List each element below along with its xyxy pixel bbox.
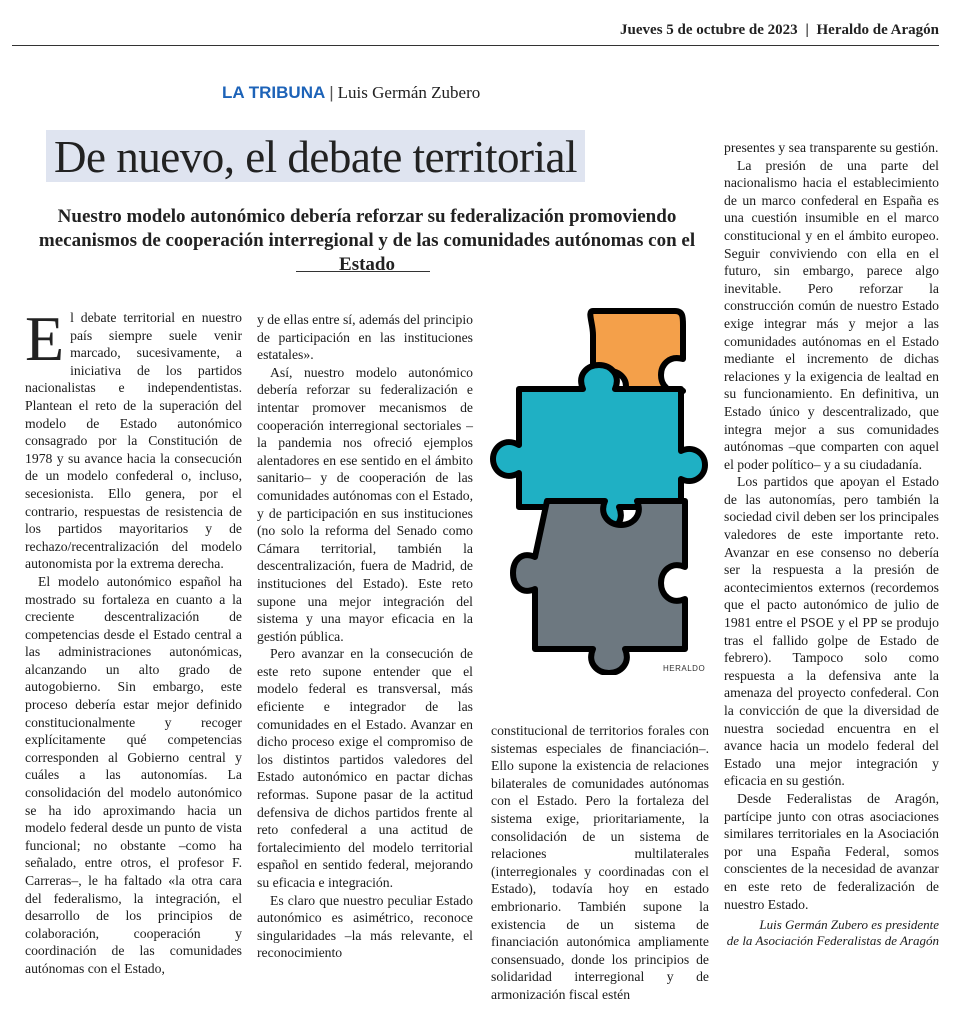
image-credit: HERALDO	[663, 664, 706, 673]
paragraph: La presión de una parte del nacionalismo hacia el establecimiento de un marco confederal en España es una cuestión insumible en el marco constitucional y en el ámbito europeo. Seguir conviviendo con ella en el futuro, sin embargo, parece algo inevitable. Pero reforzar la construcción común de nuestro Estado exige integrar más y mejor a las comunidades autónomas en el Estado mediante el incremento de dichas relaciones y la exigencia de lealtad en su funcionamiento. En definitiva, un Estado único y descentralizado, que integra mejor a sus comunidades autónomas –que comparten con aquel el poder político– y a su ciudadanía.	[724, 157, 939, 472]
newspaper-name: Heraldo de Aragón	[816, 22, 939, 38]
section-separator: |	[329, 83, 334, 102]
puzzle-illustration	[485, 305, 715, 675]
column-2	[257, 311, 473, 962]
column-4	[724, 139, 939, 949]
signature-line: Luis Germán Zubero es presidente	[759, 917, 939, 933]
drop-cap: E	[25, 303, 65, 374]
paragraph: Pero avanzar en la consecución de este reto supone entender que el modelo federal es transversal, más eficiente e integrador de las comunidades en el Estado. Avanzar en dicho proceso exige el compromiso de los distintos partidos valedores del Estado autonómico en pactar dichas reformas. Supone pasar de la actitud defensiva de dichos partidos frente al reto confederal a una actitud de fortalecimiento del modelo territorial español en sentido federal, mejorando su eficacia e integración.	[257, 646, 473, 890]
article-headline: De nuevo, el debate territorial	[46, 130, 585, 182]
top-rule	[12, 45, 939, 46]
paragraph: constitucional de territorios forales con sistemas especiales de financiación–. Ello supone la existencia de relaciones bilaterales de comunidades autónomas con el Estado. Pero la fortaleza del sistema exige, prioritariamente, la consolidación de un sistema de relaciones multilaterales (interregionales y coordinadas con el Estado), todavía hoy en estado embrionario. También supone la existencia de un sistema de financiación autonómica ampliamente consensuado, donde los principios de solidaridad interregional y de armonización fiscal estén	[491, 723, 709, 1002]
masthead-separator: |	[805, 22, 809, 38]
column-3	[491, 722, 709, 1004]
paragraph: Desde Federalistas de Aragón, partícipe junto con otras asociaciones similares territoriales en la Asociación por una España Federal, somos conscientes de la necesidad de avanzar en este reto de federalización de nuestro Estado.	[724, 790, 939, 912]
byline-author: Luis Germán Zubero	[337, 83, 481, 102]
column-1	[25, 303, 242, 978]
lead-divider	[296, 271, 430, 272]
author-signature	[724, 917, 939, 949]
signature-line: de la Asociación Federalistas de Aragón	[726, 933, 939, 949]
paragraph: Así, nuestro modelo autonómico debería reforzar su federalización e intentar promover mecanismos de cooperación interregional sectoriales –la pandemia nos ofreció ejemplos alentadores en ese sentido en el ámbito sanitario– y de cooperación de las comunidades autónomas con el Estado, y de participación en sus instituciones (no solo la reforma del Senado como Cámara territorial, también la descentralización, fuera de Madrid, de instituciones del Estado). Este reto supone una mejor integración del sistema y una mayor eficacia en la gestión pública.	[257, 364, 473, 644]
gray-puzzle-piece	[513, 501, 685, 673]
paragraph: presentes y sea transparente su gestión.	[724, 140, 939, 155]
section-byline	[222, 83, 480, 103]
puzzle-pieces-icon	[485, 305, 715, 675]
paragraph: El modelo autonómico español ha mostrado su fortaleza en cuanto a la creciente descentralización de competencias desde el Estado central a las administraciones autonómicas, alcanzando un alto grado de autogobierno. Sin embargo, este proceso debería estar mejor definido constitucionalmente y recoger explícitamente qué competencias corresponden al Gobierno central y cuáles a las autonomías. La consolidación del modelo autonómico se ha ido aproximando hacia un modelo federal desde un punto de vista funcional; no obstante –como ha señalado, entre otros, el profesor F. Carreras–, le ha faltado «la otra cara del federalismo, la integración, el desarrollo de los principios de colaboración, cooperación y coordinación de las comunidades autónomas con el Estado,	[25, 573, 242, 976]
paragraph	[25, 303, 242, 573]
paragraph: y de ellas entre sí, además del principio de participación en las instituciones estatales».	[257, 312, 473, 363]
section-label: LA TRIBUNA	[222, 83, 326, 102]
article-lead: Nuestro modelo autonómico debería reforzar su federalización promoviendo mecanismos de cooperación interregional y de las comunidades autónomas con el Estado	[38, 206, 696, 275]
paragraph: Los partidos que apoyan el Estado de las autonomías, pero también la sociedad civil deben ser los principales valedores de este importante reto. Avanzar en ese consenso no debería ser la respuesta a la presión de acontecimientos externos (recordemos que el pacto autonómico de julio de 1981 entre el PSOE y el PP se produjo tras el fallido golpe de Estado de febrero). Tampoco solo como respuesta a la defensiva ante la amenaza del proyecto confederal. Con la convicción de que la diversidad de nuestra sociedad encuentra en el avance hacia un modelo federal del Estado una mejor integración y eficacia en su gestión.	[724, 474, 939, 789]
paragraph-text: l debate territorial en nuestro país siempre suele venir marcado, sucesivamente, a iniciativa de los partidos nacionalistas e independentistas. Plantean el reto de la superación del modelo de Estado autonómico consagrado por la Constitución de 1978 y su avance hacia la consecución de un modelo confederal o, incluso, secesionista. Ello genera, por el contrario, respuestas de resistencia de los partidos mayoritarios y de rechazo/recentralización del modelo autonomista por la extrema derecha.	[25, 310, 242, 572]
issue-date: Jueves 5 de octubre de 2023	[620, 22, 798, 38]
masthead	[620, 22, 939, 39]
paragraph: Es claro que nuestro peculiar Estado autonómico es asimétrico, reconoce singularidades –la más relevante, el reconocimiento	[257, 892, 473, 961]
